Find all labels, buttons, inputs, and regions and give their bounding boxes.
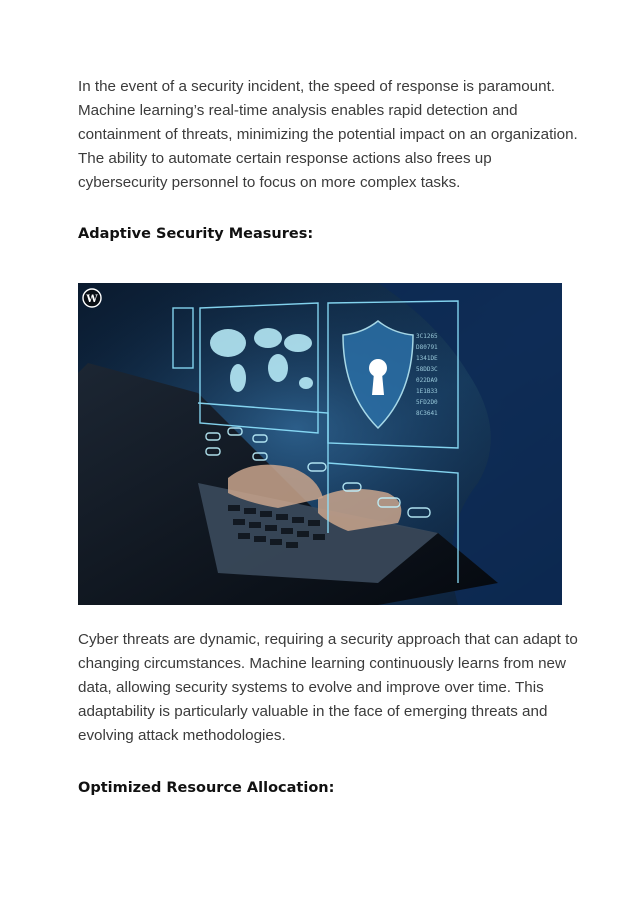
svg-text:58DD3C: 58DD3C — [416, 366, 438, 373]
heading-resource-allocation: Optimized Resource Allocation: — [78, 780, 335, 796]
svg-text:D80791: D80791 — [416, 344, 438, 351]
svg-text:8C3641: 8C3641 — [416, 410, 438, 417]
svg-text:1E1B33: 1E1B33 — [416, 388, 438, 395]
logo-badge-letter: W — [86, 294, 98, 305]
paragraph-dynamic-threats: Cyber threats are dynamic, requiring a security approach that can adapt to changing circumstances. Machine learning continuously learns from new data, allowing security systems to evolve and improve over time. This adaptability is particularly valuable in the face of emerging threats and evolving attack methodologies. — [78, 631, 578, 744]
svg-text:3C1265: 3C1265 — [416, 333, 438, 340]
svg-text:5FD2D0: 5FD2D0 — [416, 399, 438, 406]
svg-text:1341DE: 1341DE — [416, 355, 438, 362]
cybersecurity-hero-image — [78, 283, 562, 605]
svg-text:022DA9: 022DA9 — [416, 377, 438, 384]
heading-adaptive-security: Adaptive Security Measures: — [78, 226, 314, 242]
paragraph-incident-response: In the event of a security incident, the speed of response is paramount. Machine learning’s real-time analysis enables rapid detection and containment of threats, minimizing the potential impact on an organization. The ability to automate certain response actions also frees up cybersecurity personnel to focus on more complex tasks. — [78, 78, 578, 191]
